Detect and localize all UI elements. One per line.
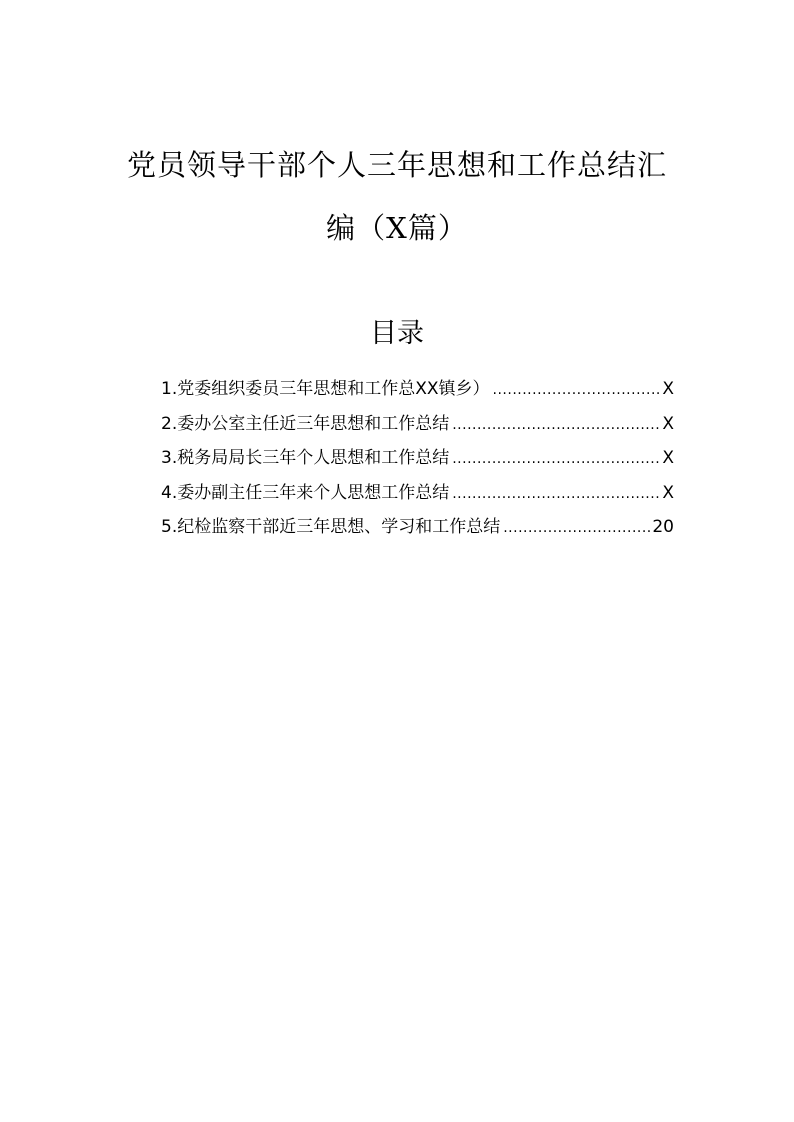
toc-item-1[interactable] (161, 372, 674, 407)
toc-item-title: 党委组织委员三年思想和工作总XX镇乡） (177, 379, 490, 399)
toc-item-4[interactable] (161, 476, 674, 511)
document-title-line2: 编（X篇） (326, 211, 468, 245)
toc-item-number: 2. (161, 413, 178, 434)
toc-item-page: X (662, 482, 674, 503)
toc-item-number: 4. (161, 482, 178, 503)
toc-item-title: 委办副主任三年来个人思想工作总结 (177, 482, 450, 503)
toc-item-page: 20 (652, 517, 674, 537)
toc-dot-leader (452, 477, 661, 512)
toc-item-title: 纪检监察干部近三年思想、学习和工作总结 (177, 517, 501, 537)
toc-item-number: 5. (161, 517, 178, 537)
toc-item-title: 委办公室主任近三年思想和工作总结 (177, 413, 450, 434)
toc-item-title: 税务局局长三年个人思想和工作总结 (177, 448, 450, 468)
toc-item-page: X (662, 413, 674, 434)
toc-heading: 目录 (370, 318, 424, 349)
toc-item-page: X (662, 448, 674, 468)
toc-item-5[interactable] (161, 510, 674, 545)
toc-item-number: 1. (161, 379, 178, 399)
document-title-line1: 党员领导干部个人三年思想和工作总结汇 (126, 148, 667, 182)
table-of-contents (161, 372, 674, 545)
toc-item-3[interactable] (161, 441, 674, 476)
toc-item-number: 3. (161, 448, 178, 468)
toc-dot-leader (452, 442, 661, 477)
toc-item-2[interactable] (161, 407, 674, 442)
toc-dot-leader (452, 408, 661, 443)
toc-dot-leader (503, 511, 651, 546)
toc-dot-leader (493, 373, 662, 408)
toc-item-page: X (662, 379, 674, 399)
